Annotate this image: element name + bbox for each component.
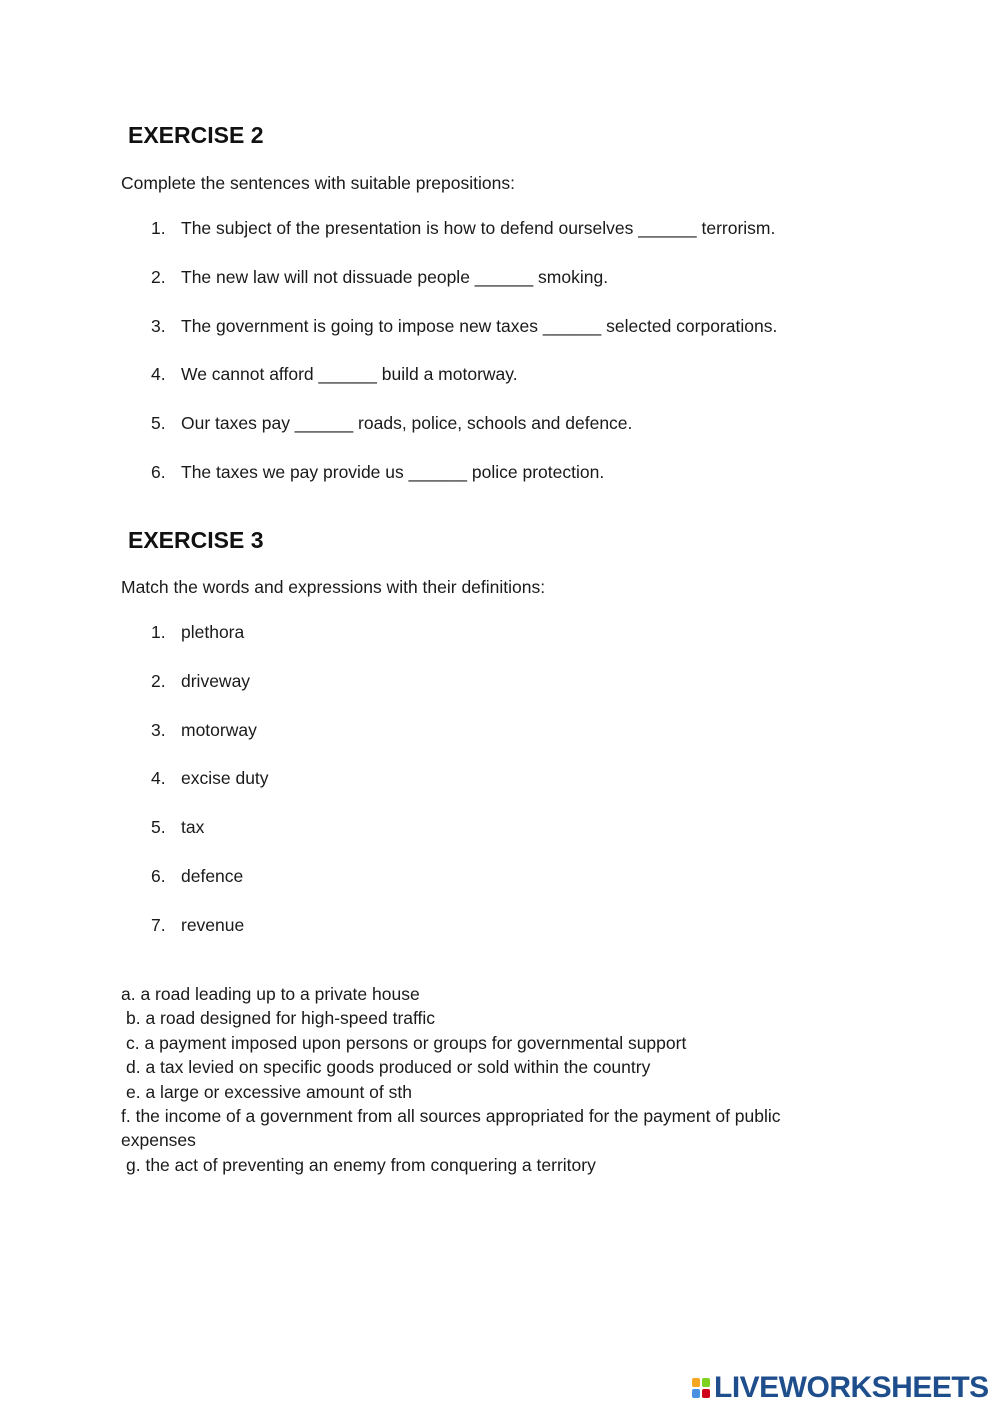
exercise-3-list	[0, 621, 999, 963]
definition-item: d. a tax levied on specific goods produced or sold within the country	[126, 1057, 651, 1078]
exercise-2-instruction: Complete the sentences with suitable prepositions:	[121, 173, 515, 193]
list-item	[0, 412, 999, 461]
item-number: 3.	[151, 719, 166, 740]
logo-square-l	[692, 1378, 700, 1387]
exercise-3-heading: EXERCISE 3	[128, 527, 264, 553]
item-text: Our taxes pay ______ roads, police, schools and defence.	[181, 413, 633, 434]
definition-item: g. the act of preventing an enemy from conquering a territory	[126, 1154, 596, 1175]
item-text: plethora	[181, 622, 245, 642]
list-item	[0, 914, 999, 963]
definition-item: e. a large or excessive amount of sth	[126, 1081, 412, 1102]
item-text: defence	[181, 865, 244, 886]
item-text: revenue	[181, 914, 245, 935]
definition-item: b. a road designed for high-speed traffic	[126, 1008, 436, 1029]
logo-square-i	[702, 1378, 710, 1387]
definition-item: c. a payment imposed upon persons or groups for governmental support	[126, 1032, 687, 1053]
list-item	[0, 621, 999, 670]
list-item	[0, 670, 999, 719]
logo-square-e	[702, 1389, 710, 1398]
exercise-2-heading: EXERCISE 2	[128, 122, 264, 148]
list-item	[0, 217, 999, 266]
item-number: 5.	[151, 413, 166, 434]
item-number: 2.	[151, 670, 166, 691]
item-number: 3.	[151, 315, 166, 336]
item-number: 6.	[151, 461, 166, 482]
item-text: We cannot afford ______ build a motorway.	[181, 364, 518, 385]
list-item	[0, 865, 999, 914]
liveworksheets-logo[interactable]	[691, 1373, 989, 1403]
item-text: The new law will not dissuade people ______ smoking.	[181, 266, 609, 287]
item-text: The government is going to impose new taxes ______ selected corporations.	[181, 315, 778, 336]
item-number: 1.	[151, 622, 166, 642]
logo-square-v	[692, 1389, 700, 1398]
definition-item: a. a road leading up to a private house	[121, 984, 420, 1004]
list-item	[0, 315, 999, 364]
definition-item: f. the income of a government from all sources appropriated for the payment of public expenses	[121, 1106, 781, 1151]
item-number: 7.	[151, 914, 166, 935]
item-text: The taxes we pay provide us ______ police protection.	[181, 461, 605, 482]
liveworksheets-logo-icon	[691, 1377, 711, 1399]
item-number: 4.	[151, 768, 166, 789]
item-text: The subject of the presentation is how to defend ourselves ______ terrorism.	[181, 218, 776, 238]
item-text: excise duty	[181, 768, 269, 789]
item-number: 6.	[151, 865, 166, 886]
item-text: driveway	[181, 670, 251, 691]
item-number: 4.	[151, 364, 166, 385]
list-item	[0, 461, 999, 510]
item-text: tax	[181, 817, 205, 838]
item-number: 1.	[151, 218, 166, 238]
list-item	[0, 719, 999, 768]
item-text: motorway	[181, 719, 257, 740]
exercise-2-list	[0, 217, 999, 510]
list-item	[0, 816, 999, 865]
exercise-3-instruction: Match the words and expressions with their definitions:	[121, 577, 546, 597]
item-number: 5.	[151, 817, 166, 838]
list-item	[0, 266, 999, 315]
definitions-list	[121, 982, 841, 1177]
list-item	[0, 363, 999, 412]
list-item	[0, 767, 999, 816]
item-number: 2.	[151, 266, 166, 287]
logo-text: LIVEWORKSHEETS	[714, 1371, 989, 1404]
